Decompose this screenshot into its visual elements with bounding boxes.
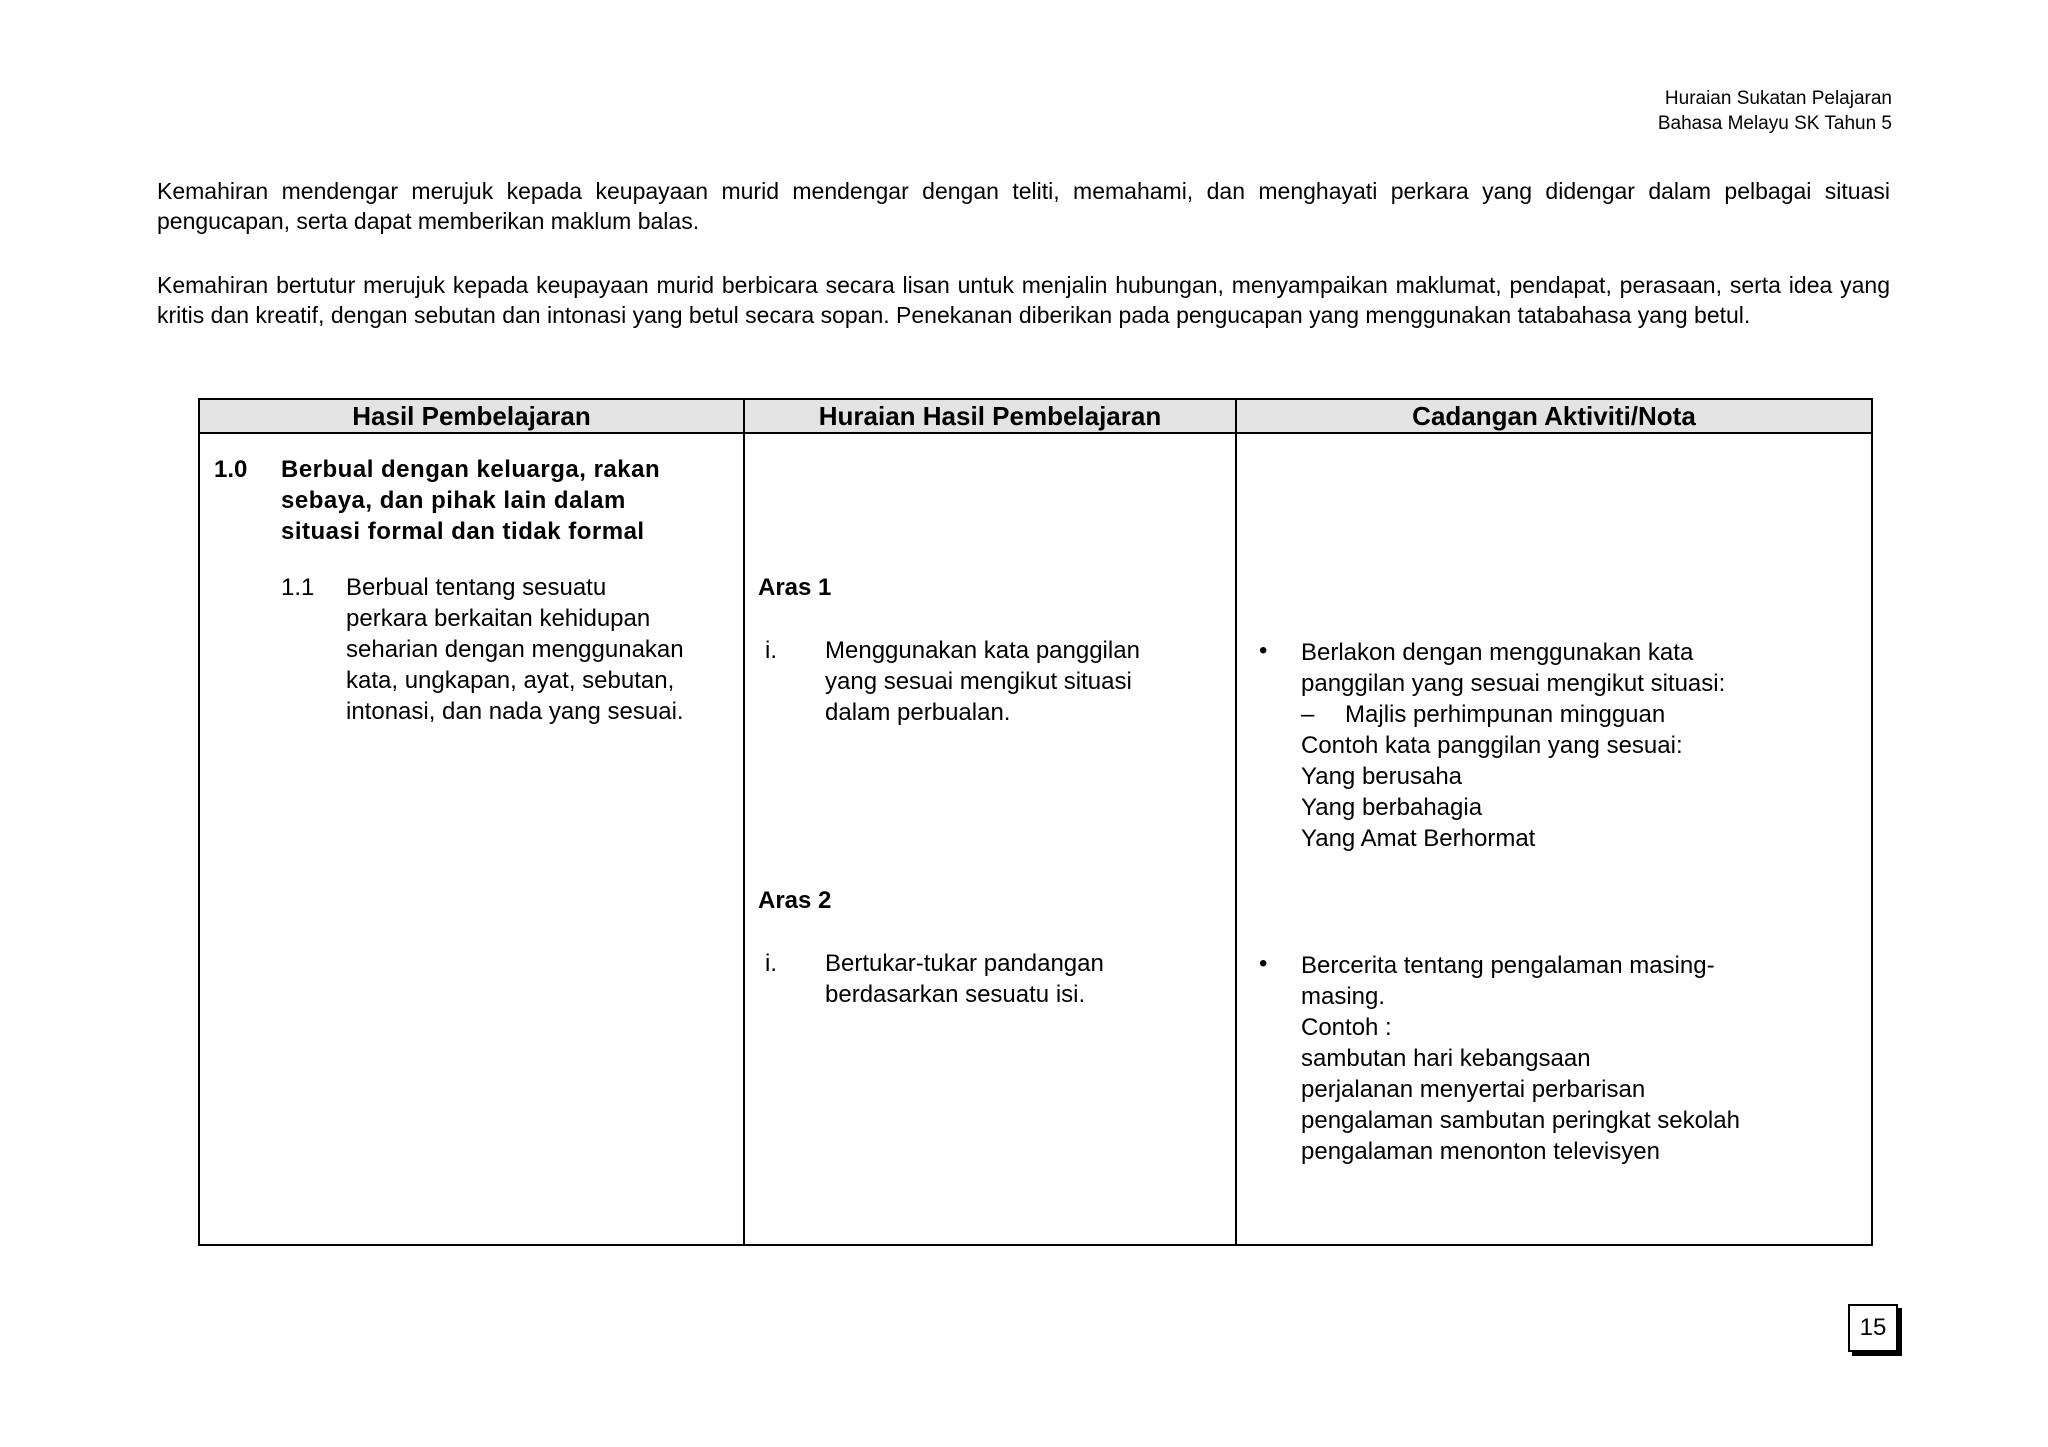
intro-paragraph-speaking: Kemahiran bertutur merujuk kepada keupayaan murid berbicara secara lisan untuk menjalin hubungan, menyampaikan maklumat, pendapat, perasaan, serta idea yang kritis dan kreatif, dengan sebutan dan intonasi yang betul secara sopan. Penekanan diberikan pada pengucapan yang menggunakan tatabahasa yang betul. [157,272,1890,328]
header-outcome-description: Huraian Hasil Pembelajaran [744,399,1236,433]
intro-paragraph-listening: Kemahiran mendengar merujuk kepada keupayaan murid mendengar dengan teliti, memahami, dan menghayati perkara yang didengar dalam pelbagai situasi pengucapan, serta dapat memberikan maklum balas. [157,178,1890,234]
level-2-label: Aras 2 [758,887,832,914]
bullet-icon: • [1259,637,1268,664]
activity-roleplay: Berlakon dengan menggunakan kata panggilan yang sesuai mengikut situasi: – Majlis perhimpunan mingguan Contoh kata panggilan yang sesuai: Yang berusaha Yang berbahagia Yang Amat Berhormat [1301,639,1726,852]
activity-sub-item: – Majlis perhimpunan mingguan [1301,701,1666,728]
level-2-item-number: i. [765,950,777,977]
dash-icon: – [1301,701,1315,728]
header-subtitle: Bahasa Melayu SK Tahun 5 [1657,113,1892,134]
bullet-icon: • [1259,950,1268,977]
level-1-item-text: Menggunakan kata panggilan yang sesuai mengikut situasi dalam perbualan. [825,637,1140,726]
sub-outcome-text: Berbual tentang sesuatu perkara berkaitan kehidupan seharian dengan menggunakan kata, ungkapan, ayat, sebutan, intonasi, dan nada yang sesuai. [346,574,684,725]
curriculum-table [198,398,1873,1246]
activity-storytelling: Bercerita tentang pengalaman masing- masing. Contoh : sambutan hari kebangsaan perjalanan menyertai perbarisan pengalaman sambutan peringkat sekolah pengalaman menonton televisyen [1301,952,1740,1165]
activities-cell [1236,433,1872,1245]
outcome-title: Berbual dengan keluarga, rakan sebaya, dan pihak lain dalam situasi formal dan tidak formal [281,456,661,545]
header-learning-outcome: Hasil Pembelajaran [199,399,744,433]
sub-outcome-number: 1.1 [281,574,315,601]
page-number: 15 [1848,1304,1898,1352]
description-cell [744,433,1236,1245]
document-header [1658,86,1892,136]
header-suggested-activities: Cadangan Aktiviti/Nota [1236,399,1872,433]
table-row [199,433,1872,1245]
outcome-cell [199,433,744,1245]
level-1-label: Aras 1 [758,574,832,601]
header-title: Huraian Sukatan Pelajaran [1664,88,1892,109]
outcome-number: 1.0 [214,456,248,483]
level-1-item-number: i. [765,637,777,664]
level-2-item-text: Bertukar-tukar pandangan berdasarkan sesuatu isi. [825,950,1104,1008]
table-header-row [199,399,1872,433]
